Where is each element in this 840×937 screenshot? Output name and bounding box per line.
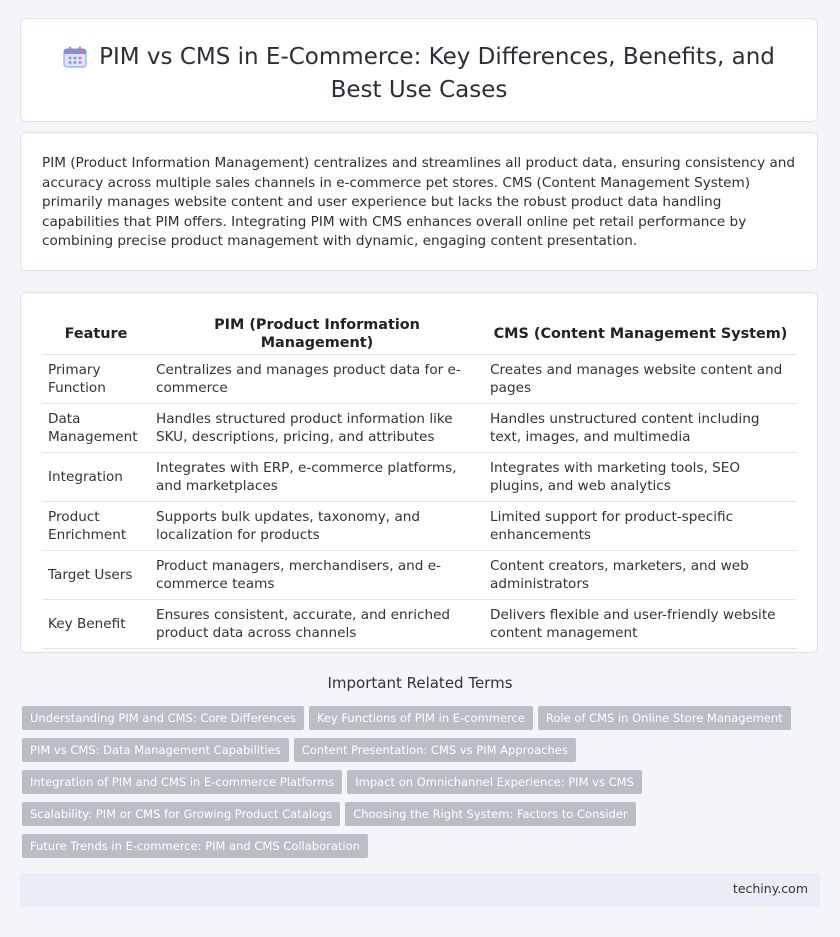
column-header-cms: CMS (Content Management System): [493, 326, 788, 342]
pim-cell: Ensures consistent, accurate, and enriched product data across channels: [150, 600, 484, 649]
related-term-link[interactable]: Impact on Omnichannel Experience: PIM vs CMS: [347, 770, 642, 794]
pim-cell: Supports bulk updates, taxonomy, and localization for products: [150, 502, 484, 551]
cms-cell: Creates and manages website content and pages: [484, 355, 797, 404]
column-header-feature: Feature: [64, 326, 128, 342]
page-title: PIM vs CMS in E-Commerce: Key Differences, Benefits, and Best Use Cases: [99, 44, 775, 103]
related-terms-heading: Important Related Terms: [327, 674, 513, 692]
tag-row: [22, 802, 802, 834]
tag-row: [22, 738, 802, 770]
tag-row: [22, 770, 802, 802]
table-row: [42, 551, 797, 600]
related-term-link[interactable]: Future Trends in E-commerce: PIM and CMS Collaboration: [22, 834, 368, 858]
page-title-wrap: [61, 43, 777, 105]
related-term-link[interactable]: Choosing the Right System: Factors to Consider: [345, 802, 635, 826]
cms-cell: Handles unstructured content including text, images, and multimedia: [484, 404, 797, 453]
table-header-row: [42, 315, 797, 355]
footer-bar: [20, 873, 820, 906]
table-row: [42, 600, 797, 649]
cms-cell: Content creators, marketers, and web administrators: [484, 551, 797, 600]
feature-cell: Product Enrichment: [42, 502, 150, 551]
feature-cell: Key Benefit: [42, 600, 150, 649]
cms-cell: Limited support for product-specific enhancements: [484, 502, 797, 551]
feature-cell: Target Users: [42, 551, 150, 600]
related-term-link[interactable]: Key Functions of PIM in E-commerce: [309, 706, 533, 730]
intro-card: [20, 132, 818, 271]
tag-row: [22, 706, 802, 738]
cms-cell: Delivers flexible and user-friendly website content management: [484, 600, 797, 649]
pim-cell: Handles structured product information like SKU, descriptions, pricing, and attributes: [150, 404, 484, 453]
pim-cell: Integrates with ERP, e-commerce platforms, and marketplaces: [150, 453, 484, 502]
related-term-link[interactable]: Integration of PIM and CMS in E-commerce Platforms: [22, 770, 342, 794]
feature-cell: Integration: [42, 453, 150, 502]
column-header-pim: PIM (Product Information Management): [214, 317, 420, 351]
related-terms-list: [22, 706, 802, 866]
related-term-link[interactable]: PIM vs CMS: Data Management Capabilities: [22, 738, 289, 762]
intro-paragraph: PIM (Product Information Management) centralizes and streamlines all product data, ensuring consistency and accuracy across multiple sales channels in e-commerce pet stores. CMS (Content Management System) primarily manages website content and user experience but lacks the robust product data handling capabilities that PIM offers. Integrating PIM with CMS enhances overall online pet retail performance by combining precise product management with dynamic, engaging content presentation.: [42, 155, 796, 250]
related-term-link[interactable]: Content Presentation: CMS vs PIM Approaches: [294, 738, 576, 762]
pim-cell: Centralizes and manages product data for e-commerce: [150, 355, 484, 404]
table-row: [42, 453, 797, 502]
footer-site-link[interactable]: techiny.com: [732, 881, 808, 896]
feature-cell: Primary Function: [42, 355, 150, 404]
table-row: [42, 502, 797, 551]
pim-cell: Product managers, merchandisers, and e-commerce teams: [150, 551, 484, 600]
related-term-link[interactable]: Role of CMS in Online Store Management: [538, 706, 791, 730]
related-term-link[interactable]: Scalability: PIM or CMS for Growing Product Catalogs: [22, 802, 340, 826]
tag-row: [22, 834, 802, 866]
calendar-icon: [63, 46, 87, 76]
header-card: [20, 18, 818, 122]
related-term-link[interactable]: Understanding PIM and CMS: Core Differences: [22, 706, 304, 730]
table-row: [42, 404, 797, 453]
feature-cell: Data Management: [42, 404, 150, 453]
comparison-table-card: [20, 292, 818, 653]
comparison-table: [42, 315, 797, 649]
cms-cell: Integrates with marketing tools, SEO plugins, and web analytics: [484, 453, 797, 502]
table-row: [42, 355, 797, 404]
